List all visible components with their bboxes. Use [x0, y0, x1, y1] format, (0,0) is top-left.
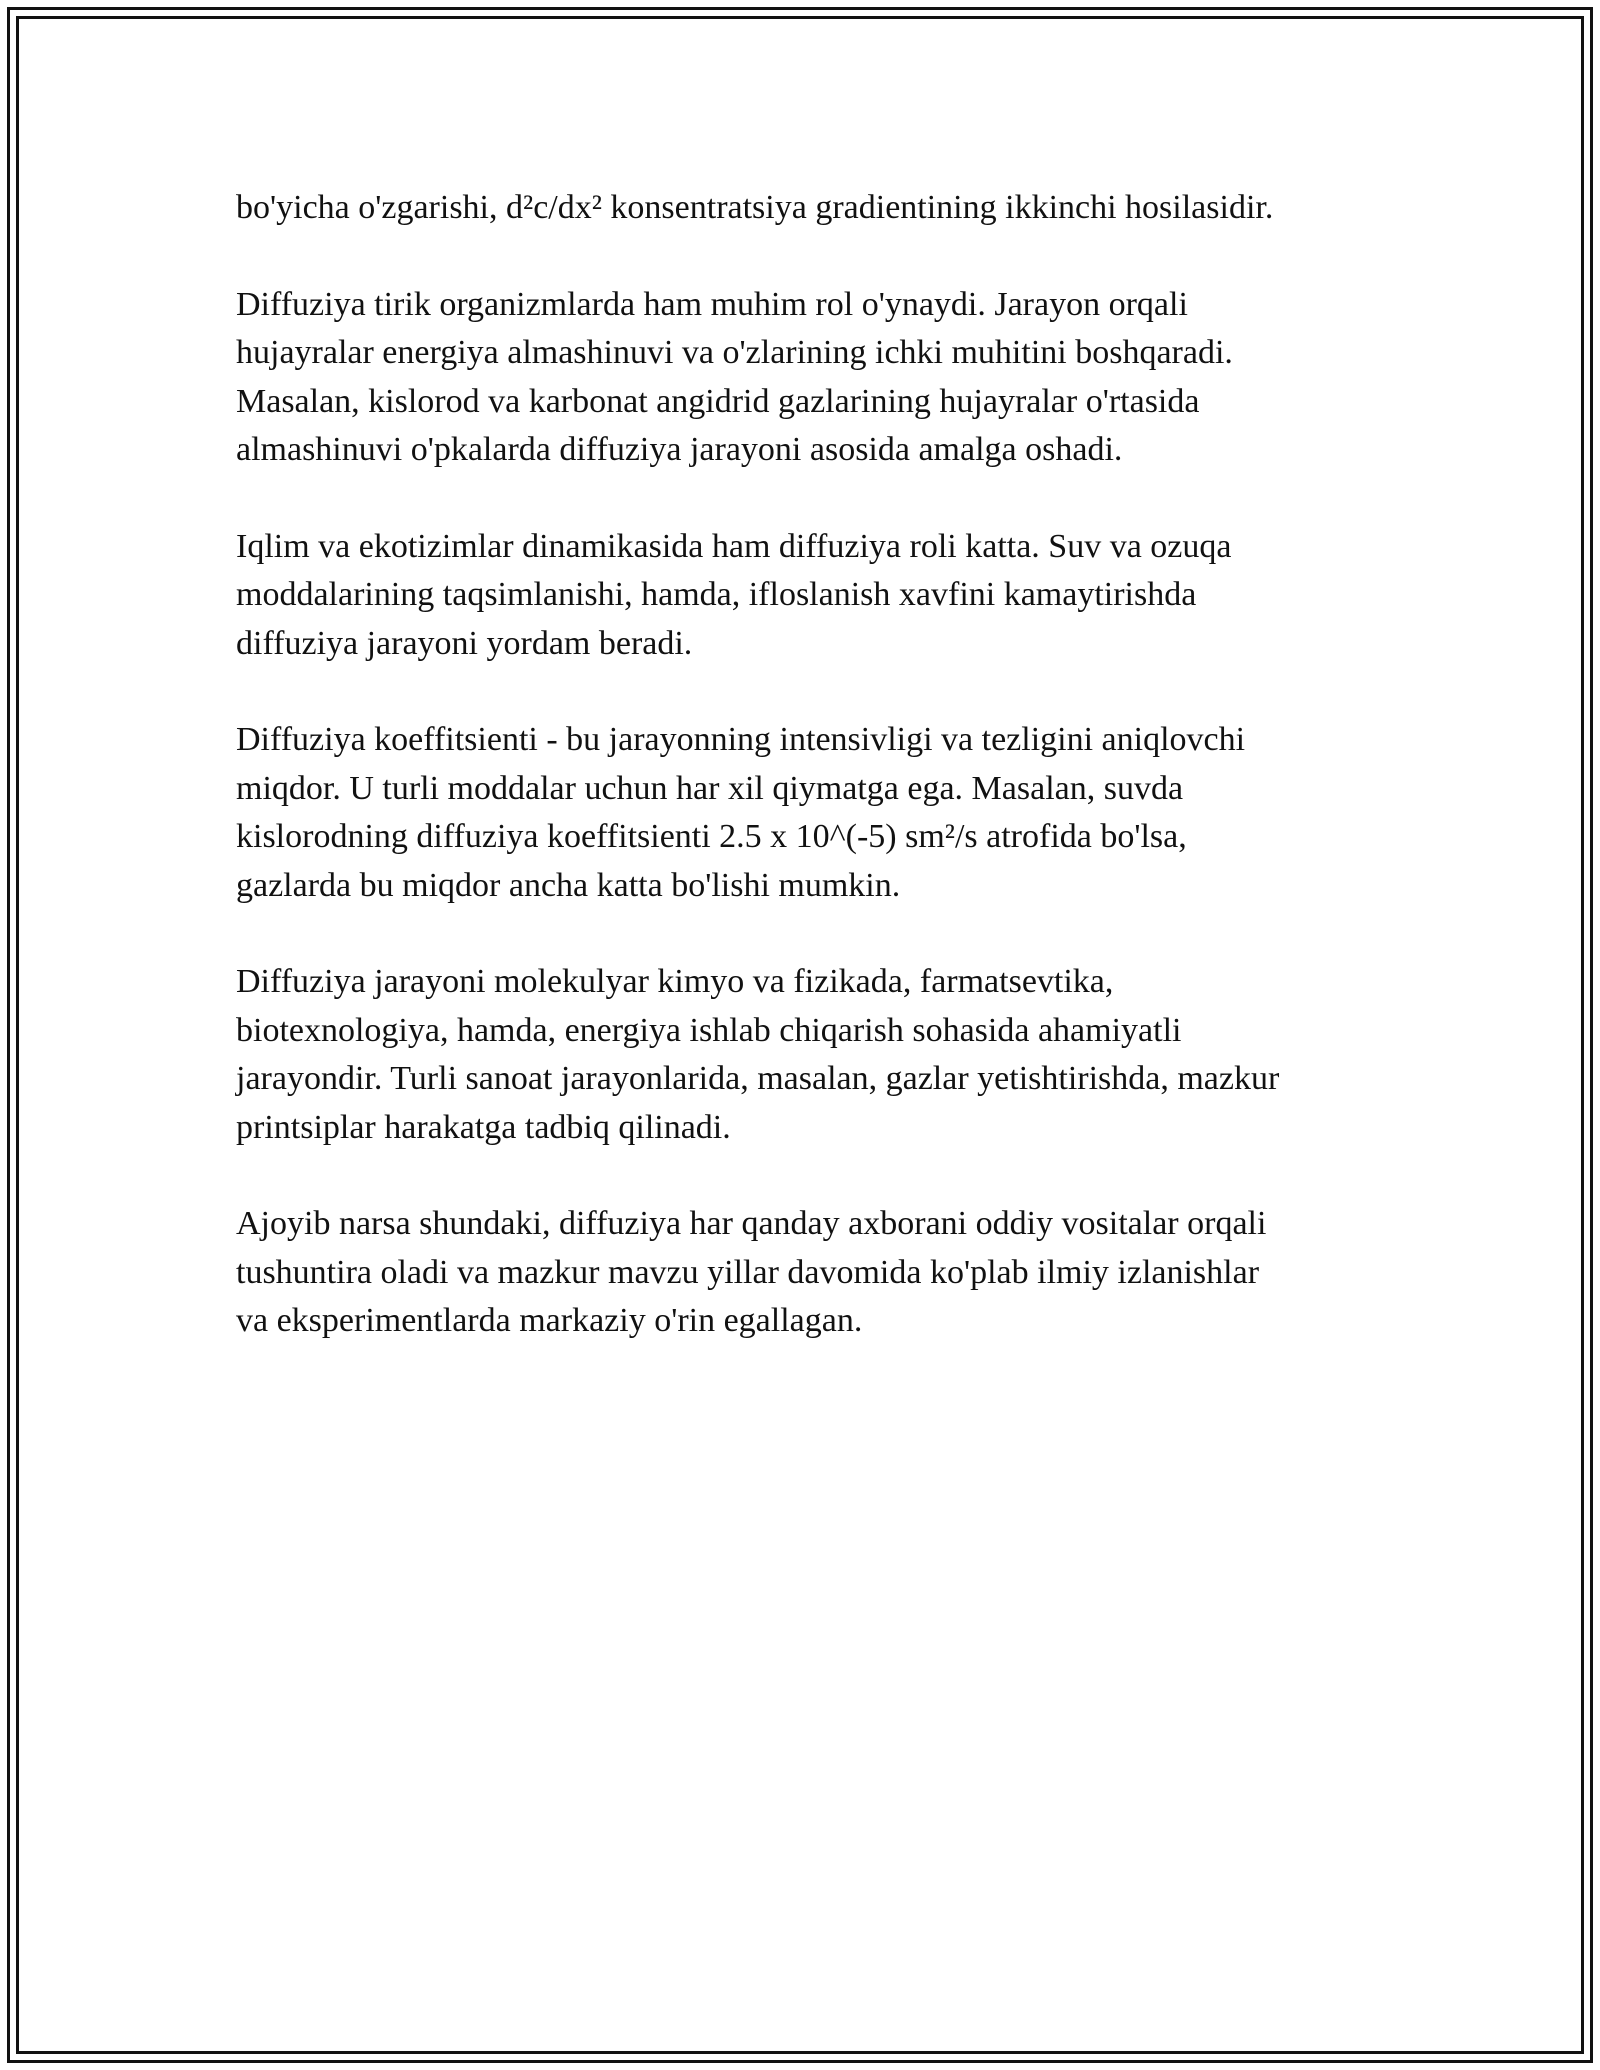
document-body	[236, 184, 1386, 1394]
paragraph-climate-ecosystems: Iqlim va ekotizimlar dinamikasida ham diffuziya roli katta. Suv va ozuqa moddalarining taqsimlanishi, hamda, ifloslanish xavfini kamaytirishda diffuziya jarayoni yordam beradi.	[236, 527, 1232, 662]
paragraph-applications: Diffuziya jarayoni molekulyar kimyo va fizikada, farmatsevtika, biotexnologiya, hamda, energiya ishlab chiqarish sohasida ahamiyatli jarayondir. Turli sanoat jarayonlarida, masalan, gazlar yetishtirishda, mazkur printsiplar harakatga tadbiq qilinadi.	[236, 963, 1280, 1146]
paragraph-concentration-gradient: bo'yicha o'zgarishi, d²c/dx² konsentratsiya gradientining ikkinchi hosilasidir.	[236, 189, 1274, 226]
paragraph-living-organisms: Diffuziya tirik organizmlarda ham muhim rol o'ynaydi. Jarayon orqali hujayralar energiya almashinuvi va o'zlarining ichki muhitini boshqaradi. Masalan, kislorod va karbonat angidrid gazlarining hujayralar o'rtasida almashinuvi o'pkalarda diffuziya jarayoni asosida amalga oshadi.	[236, 285, 1233, 468]
paragraph-conclusion: Ajoyib narsa shundaki, diffuziya har qanday axborani oddiy vositalar orqali tushuntira oladi va mazkur mavzu yillar davomida ko'plab ilmiy izlanishlar va eksperimentlarda markaziy o'rin egallagan.	[236, 1205, 1267, 1339]
paragraph-diffusion-coefficient: Diffuziya koeffitsienti - bu jarayonning intensivligi va tezligini aniqlovchi miqdor. U turli moddalar uchun har xil qiymatga ega. Masalan, suvda kislorodning diffuziya koeffitsienti 2.5 x 10^(-5) sm²/s atrofida bo'lsa, gazlarda bu miqdor ancha katta bo'lishi mumkin.	[236, 721, 1246, 904]
